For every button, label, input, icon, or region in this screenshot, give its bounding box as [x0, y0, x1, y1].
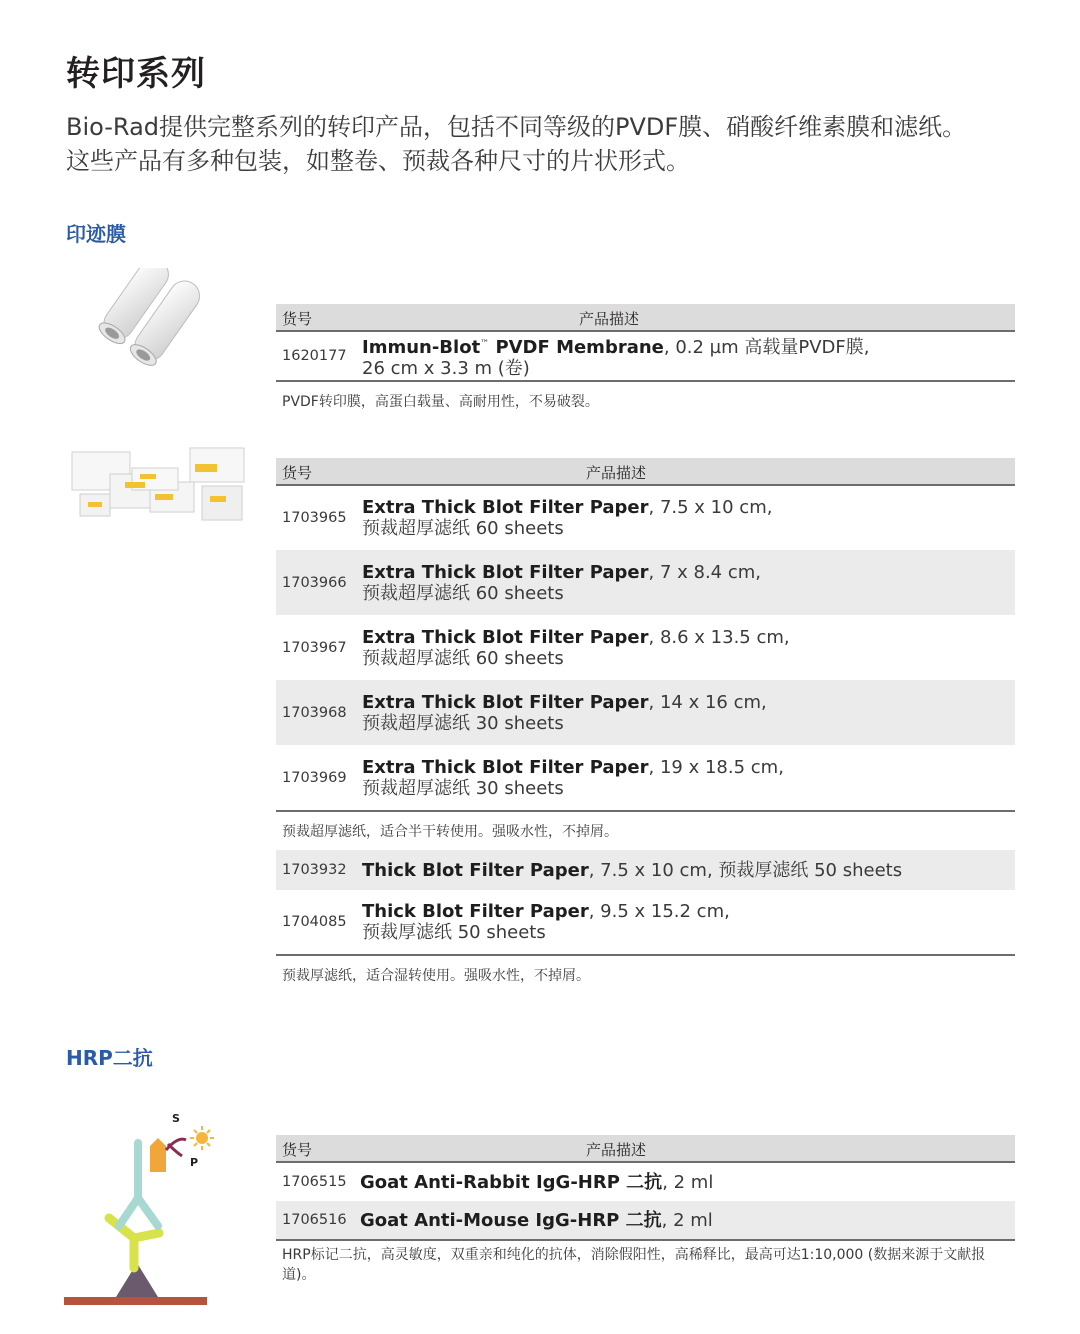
- header-description: 产品描述: [586, 1141, 647, 1159]
- product-name: Goat Anti-Rabbit IgG-HRP 二抗: [360, 1171, 663, 1193]
- table-row: [276, 486, 1015, 550]
- table-header: [276, 458, 1015, 486]
- membrane-bar: [64, 1297, 207, 1305]
- header-description: 产品描述: [586, 464, 647, 482]
- catalog-number: 1706515: [282, 1174, 347, 1190]
- table-row: [276, 615, 1015, 680]
- catalog-number: 1703968: [282, 704, 347, 721]
- product-name-suffix: PVDF Membrane: [489, 336, 664, 358]
- product-detail: , 2 ml: [661, 1209, 713, 1231]
- membrane-roll-image: [92, 268, 232, 378]
- catalog-number: 1703967: [282, 639, 347, 656]
- catalog-number: 1620177: [282, 348, 347, 364]
- product-detail-line2: 预裁超厚滤纸 30 sheets: [362, 712, 564, 734]
- intro-text: [66, 110, 1046, 178]
- header-description: 产品描述: [579, 310, 640, 328]
- product-detail-line2: 预裁厚滤纸 50 sheets: [362, 922, 546, 943]
- section-heading-hrp: HRP二抗: [66, 1046, 153, 1070]
- catalog-number: 1703966: [282, 574, 347, 591]
- table-row: [276, 850, 1015, 890]
- product-description: [362, 757, 784, 799]
- header-catalog: 货号: [282, 1141, 313, 1159]
- product-detail: , 7.5 x 10 cm, 预裁厚滤纸 50 sheets: [588, 859, 903, 881]
- table-row: [276, 890, 1015, 954]
- substrate-label: S: [172, 1112, 180, 1125]
- product-detail: , 7.5 x 10 cm,: [648, 497, 773, 518]
- table-row: [276, 332, 1015, 380]
- table-row: [276, 1201, 1015, 1239]
- product-detail: , 19 x 18.5 cm,: [648, 756, 784, 778]
- product-description: [360, 1172, 713, 1193]
- header-catalog: 货号: [282, 310, 313, 328]
- table-row: [276, 680, 1015, 745]
- product-name: Extra Thick Blot Filter Paper: [362, 626, 649, 648]
- product-name: Immun-Blot: [362, 336, 481, 358]
- table-row: [276, 1163, 1015, 1201]
- antibody-diagram: [64, 1108, 214, 1308]
- product-name: Extra Thick Blot Filter Paper: [362, 561, 649, 583]
- product-name: Extra Thick Blot Filter Paper: [362, 497, 649, 518]
- catalog-number: 1703965: [282, 510, 347, 526]
- hrp-enzyme: [150, 1146, 166, 1172]
- product-detail-line2: 预裁超厚滤纸 60 sheets: [362, 582, 564, 604]
- product-detail: , 7 x 8.4 cm,: [648, 561, 762, 583]
- product-label: P: [190, 1156, 199, 1169]
- hrp-note: HRP标记二抗，高灵敏度，双重亲和纯化的抗体，消除假阳性，高稀释比，最高可达1:10,000 (数据来源于文献报道)。: [282, 1247, 986, 1283]
- filter-note-1: 预裁超厚滤纸，适合半干转使用。强吸水性，不掉屑。: [282, 824, 618, 840]
- table-header: [276, 1135, 1015, 1163]
- product-detail-line2: 预裁超厚滤纸 30 sheets: [362, 777, 564, 799]
- table-row: [276, 745, 1015, 810]
- membrane-note: PVDF转印膜，高蛋白载量、高耐用性，不易破裂。: [282, 394, 599, 410]
- product-detail: , 14 x 16 cm,: [648, 691, 767, 713]
- table-header: [276, 304, 1015, 332]
- trademark: ™: [480, 338, 490, 349]
- product-detail: , 8.6 x 13.5 cm,: [648, 626, 790, 648]
- product-detail-line2: 26 cm x 3.3 m (卷): [362, 357, 530, 379]
- header-catalog: 货号: [282, 464, 313, 482]
- intro-line-1: Bio-Rad提供完整系列的转印产品，包括不同等级的PVDF膜、硝酸纤维素膜和滤纸。: [66, 113, 967, 141]
- product-detail: , 2 ml: [662, 1171, 714, 1193]
- product-description: [362, 860, 902, 881]
- catalog-number: 1703969: [282, 769, 347, 786]
- catalog-number: 1704085: [282, 914, 347, 930]
- filter-paper-image: [70, 442, 250, 524]
- product-description: [362, 901, 730, 943]
- product-name: Extra Thick Blot Filter Paper: [362, 691, 649, 713]
- signal-burst-icon: [190, 1126, 214, 1150]
- table-row: [276, 550, 1015, 615]
- intro-line-2: 这些产品有多种包装，如整卷、预裁各种尺寸的片状形式。: [66, 147, 690, 175]
- product-description: [362, 692, 767, 734]
- product-detail: , 0.2 µm 高载量PVDF膜,: [663, 336, 870, 358]
- hrp-table: [276, 1135, 1015, 1285]
- product-name: Thick Blot Filter Paper: [362, 859, 589, 881]
- catalog-number: 1706516: [282, 1212, 347, 1228]
- product-description: [362, 627, 790, 669]
- product-description: [362, 497, 772, 539]
- product-detail-line2: 预裁超厚滤纸 60 sheets: [362, 518, 564, 539]
- product-detail: , 9.5 x 15.2 cm,: [588, 901, 730, 922]
- catalog-number: 1703932: [282, 862, 347, 878]
- product-name: Extra Thick Blot Filter Paper: [362, 756, 649, 778]
- product-name: Goat Anti-Mouse IgG-HRP 二抗: [360, 1209, 662, 1231]
- product-description: [362, 334, 869, 379]
- membrane-table: [276, 304, 1015, 412]
- product-description: [360, 1210, 713, 1231]
- page-title: 转印系列: [66, 54, 206, 94]
- filter-paper-table: [276, 458, 1015, 986]
- section-heading-membrane: 印迹膜: [66, 222, 126, 246]
- filter-note-2: 预裁厚滤纸，适合湿转使用。强吸水性，不掉屑。: [282, 968, 590, 984]
- product-description: [362, 562, 761, 604]
- product-name: Thick Blot Filter Paper: [362, 901, 589, 922]
- product-detail-line2: 预裁超厚滤纸 60 sheets: [362, 647, 564, 669]
